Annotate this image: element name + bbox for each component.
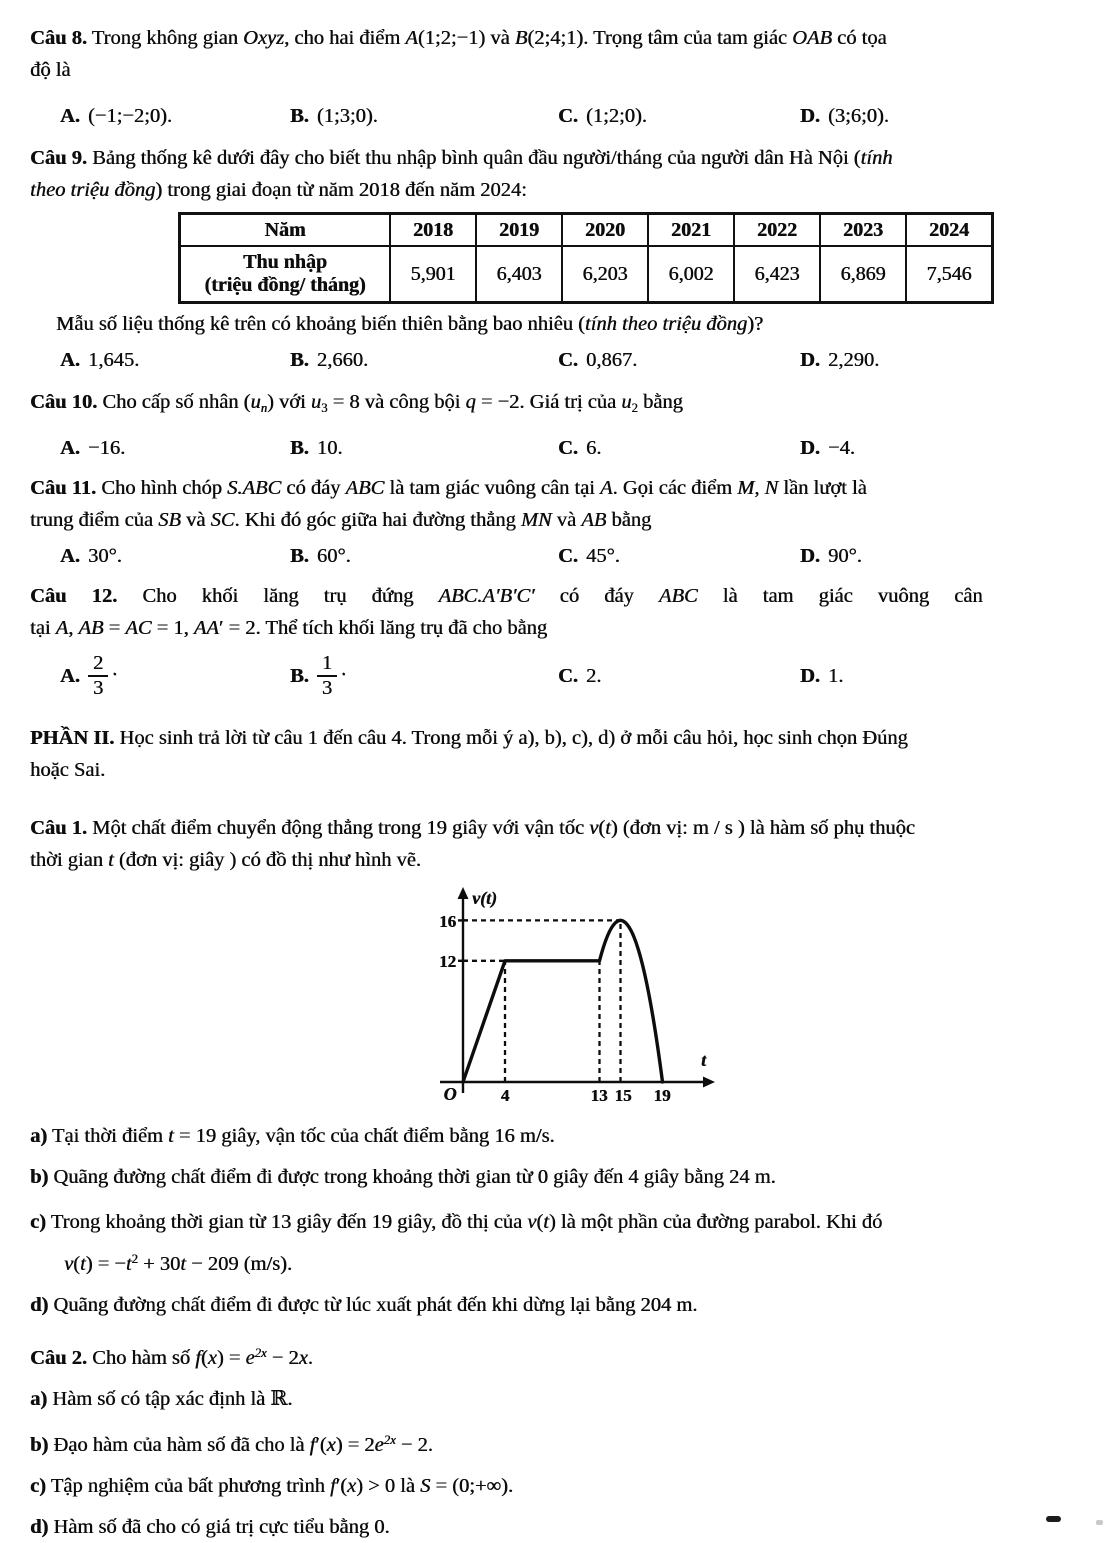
scan-artifact-faint xyxy=(1096,1520,1103,1525)
year-cell: 2018 xyxy=(390,214,476,247)
question-9-option-a xyxy=(60,344,290,376)
origin-label: O xyxy=(443,1083,457,1104)
question-11-options xyxy=(30,540,1091,572)
question-8-option-d xyxy=(800,100,1091,132)
option-label: D. xyxy=(800,436,820,459)
q2-item-b: b) Đạo hàm của hàm số đã cho là $f'(x) = 2e^{2x} - 2$. xyxy=(30,1432,433,1456)
option-value: 2. xyxy=(585,664,602,687)
year-cell: 2023 xyxy=(820,214,906,247)
xtick-15: 15 xyxy=(614,1085,632,1105)
question-9-options xyxy=(30,344,1091,376)
xtick-13: 13 xyxy=(590,1085,608,1105)
part2-question-2-text: Câu 2. Cho hàm số $f(x) = e^{2x} - 2x$. xyxy=(30,1345,313,1369)
question-10-option-c xyxy=(558,432,800,464)
option-label: C. xyxy=(558,436,578,459)
table-header-row xyxy=(180,214,993,247)
option-value: −16. xyxy=(87,436,126,459)
option-value: 1. xyxy=(827,664,844,687)
table-corner-cell: Năm xyxy=(180,214,391,247)
value-cell: 5,901 xyxy=(390,246,476,303)
year-cell: 2019 xyxy=(476,214,562,247)
question-9-text: Câu 9. Bảng thống kê dưới đây cho biết thu nhập bình quân đầu người/tháng của người dân Hà Nội (tính theo triệu đồng) trong giai đoạn từ năm 2018 đến năm 2024: xyxy=(30,147,893,201)
value-cell: 6,423 xyxy=(734,246,820,303)
question-10-option-a xyxy=(60,432,290,464)
year-cell: 2021 xyxy=(648,214,734,247)
value-cell: 6,002 xyxy=(648,246,734,303)
option-value: 0,867. xyxy=(585,349,638,371)
question-8-option-b xyxy=(290,100,558,132)
option-value: −4. xyxy=(827,436,855,459)
question-12-text: Câu 12. Cho khối lăng trụ đứng ABC.A′B′C′ có đáy ABC là tam giác vuông cân tại A, AB = AC = 1, AA′ = 2. Thể tích khối lăng trụ đã cho bằng xyxy=(30,584,983,639)
question-12-option-c xyxy=(558,652,800,700)
row-label-line1: Thu nhập xyxy=(243,251,327,273)
value-cell: 7,546 xyxy=(906,246,993,303)
option-label: C. xyxy=(558,349,578,371)
option-label: C. xyxy=(558,664,578,687)
question-8-option-c xyxy=(558,100,800,132)
velocity-curve xyxy=(463,920,663,1082)
option-value: 1,645. xyxy=(87,349,140,371)
option-label: C. xyxy=(558,544,578,567)
option-value: 2,290. xyxy=(827,349,880,371)
option-label: A. xyxy=(60,349,80,371)
option-value: $\frac{2}{3}$ · xyxy=(88,652,118,700)
option-label: D. xyxy=(800,349,820,371)
question-11-option-a xyxy=(60,540,290,572)
question-11-option-b xyxy=(290,540,558,572)
row-label-cell xyxy=(180,246,391,303)
option-value: 10. xyxy=(316,436,343,459)
option-label: D. xyxy=(800,544,820,567)
option-value: 90°. xyxy=(827,544,862,567)
question-9-option-d xyxy=(800,344,1091,376)
t-axis-arrow xyxy=(703,1076,715,1087)
part-2-heading: PHẦN II. Học sinh trả lời từ câu 1 đến câu 4. Trong mỗi ý a), b), c), d) ở mỗi câu hỏi, học sinh chọn Đúng hoặc Sai. xyxy=(30,726,908,781)
q1-item-c-formula: $v(t) = -t^2 + 30t - 209$ (m/s). xyxy=(64,1251,293,1275)
option-value: (3;6;0). xyxy=(827,105,889,127)
option-label: C. xyxy=(558,105,578,127)
option-label: B. xyxy=(290,349,309,371)
q2-item-a: a) Hàm số có tập xác định là ℝ. xyxy=(30,1387,293,1410)
question-8-options xyxy=(30,100,1091,132)
xtick-4: 4 xyxy=(500,1085,510,1105)
question-8-text: Câu 8. Trong không gian Oxyz, cho hai điểm A(1;2;−1) và B(2;4;1). Trọng tâm của tam giác OAB có tọa độ là xyxy=(30,27,887,81)
option-label: B. xyxy=(290,544,309,567)
option-label: B. xyxy=(290,105,309,127)
question-12-option-d xyxy=(800,652,1091,700)
question-11-text: Câu 11. Cho hình chóp S.ABC có đáy ABC là tam giác vuông cân tại A. Gọi các điểm M, N lần lượt là trung điểm của SB và SC. Khi đó góc giữa hai đường thẳng MN và AB bằng xyxy=(30,476,867,531)
option-label: A. xyxy=(60,664,80,687)
value-cell: 6,869 xyxy=(820,246,906,303)
q1-item-c: c) Trong khoảng thời gian từ 13 giây đến 19 giây, đồ thị của v(t) là một phần của đường parabol. Khi đó xyxy=(30,1210,883,1233)
year-cell: 2020 xyxy=(562,214,648,247)
q1-item-b: b) Quãng đường chất điểm đi được trong khoảng thời gian từ 0 giây đến 4 giây bằng 24 m. xyxy=(30,1165,776,1188)
graph-y-label: v(t) xyxy=(472,887,497,908)
ytick-12: 12 xyxy=(439,951,456,971)
option-label: D. xyxy=(800,664,820,687)
question-10-options xyxy=(30,432,1091,464)
option-label: A. xyxy=(60,544,80,567)
xtick-19: 19 xyxy=(653,1085,671,1105)
option-value: (−1;−2;0). xyxy=(87,105,172,127)
option-value: 2,660. xyxy=(316,349,369,371)
option-value: 6. xyxy=(585,436,602,459)
question-12-option-b xyxy=(290,652,558,700)
value-cell: 6,203 xyxy=(562,246,648,303)
q1-item-a: a) Tại thời điểm t = 19 giây, vận tốc của chất điểm bằng 16 m/s. xyxy=(30,1124,555,1147)
question-11-option-c xyxy=(558,540,800,572)
income-table xyxy=(178,212,994,304)
v-axis-arrow xyxy=(458,887,469,899)
question-12-options xyxy=(30,652,1091,700)
velocity-graph-svg xyxy=(408,882,743,1112)
row-label-line2: (triệu đồng/ tháng) xyxy=(204,274,366,296)
ytick-16: 16 xyxy=(439,911,456,931)
q1-item-d: d) Quãng đường chất điểm đi được từ lúc xuất phát đến khi dừng lại bằng 204 m. xyxy=(30,1293,698,1316)
scan-artifact xyxy=(1046,1516,1061,1522)
question-9-option-c xyxy=(558,344,800,376)
option-value: (1;2;0). xyxy=(585,105,647,127)
question-9-prompt: Mẫu số liệu thống kê trên có khoảng biến thiên bằng bao nhiêu (tính theo triệu đồng)? xyxy=(56,313,764,335)
year-cell: 2022 xyxy=(734,214,820,247)
part2-question-1-text: Câu 1. Một chất điểm chuyển động thẳng trong 19 giây với vận tốc v(t) (đơn vị: m / s ) là hàm số phụ thuộc thời gian t (đơn vị: giây ) có đồ thị như hình vẽ. xyxy=(30,816,915,871)
option-value: 60°. xyxy=(316,544,351,567)
q2-item-d: d) Hàm số đã cho có giá trị cực tiểu bằng 0. xyxy=(30,1515,390,1538)
question-11-option-d xyxy=(800,540,1091,572)
table-data-row xyxy=(180,246,993,303)
velocity-graph xyxy=(408,882,743,1112)
option-value: (1;3;0). xyxy=(316,105,378,127)
option-value: $\frac{1}{3}$ · xyxy=(317,652,347,700)
question-9-option-b xyxy=(290,344,558,376)
option-label: B. xyxy=(290,436,309,459)
question-10-option-d xyxy=(800,432,1091,464)
question-10-text: Câu 10. Cho cấp số nhân $(u_n)$ với $u_3 = 8$ và công bội q = −2. Giá trị của $u_2$ bằng xyxy=(30,391,683,415)
q2-item-c: c) Tập nghiệm của bất phương trình f′(x) > 0 là S = (0;+∞). xyxy=(30,1474,513,1497)
option-value: 45°. xyxy=(585,544,620,567)
option-value: 30°. xyxy=(87,544,122,567)
value-cell: 6,403 xyxy=(476,246,562,303)
graph-x-label: t xyxy=(701,1049,707,1070)
question-12-option-a xyxy=(60,652,290,700)
question-10-option-b xyxy=(290,432,558,464)
year-cell: 2024 xyxy=(906,214,993,247)
question-8-option-a xyxy=(60,100,290,132)
option-label: B. xyxy=(290,664,309,687)
option-label: A. xyxy=(60,436,80,459)
option-label: A. xyxy=(60,105,80,127)
option-label: D. xyxy=(800,105,820,127)
